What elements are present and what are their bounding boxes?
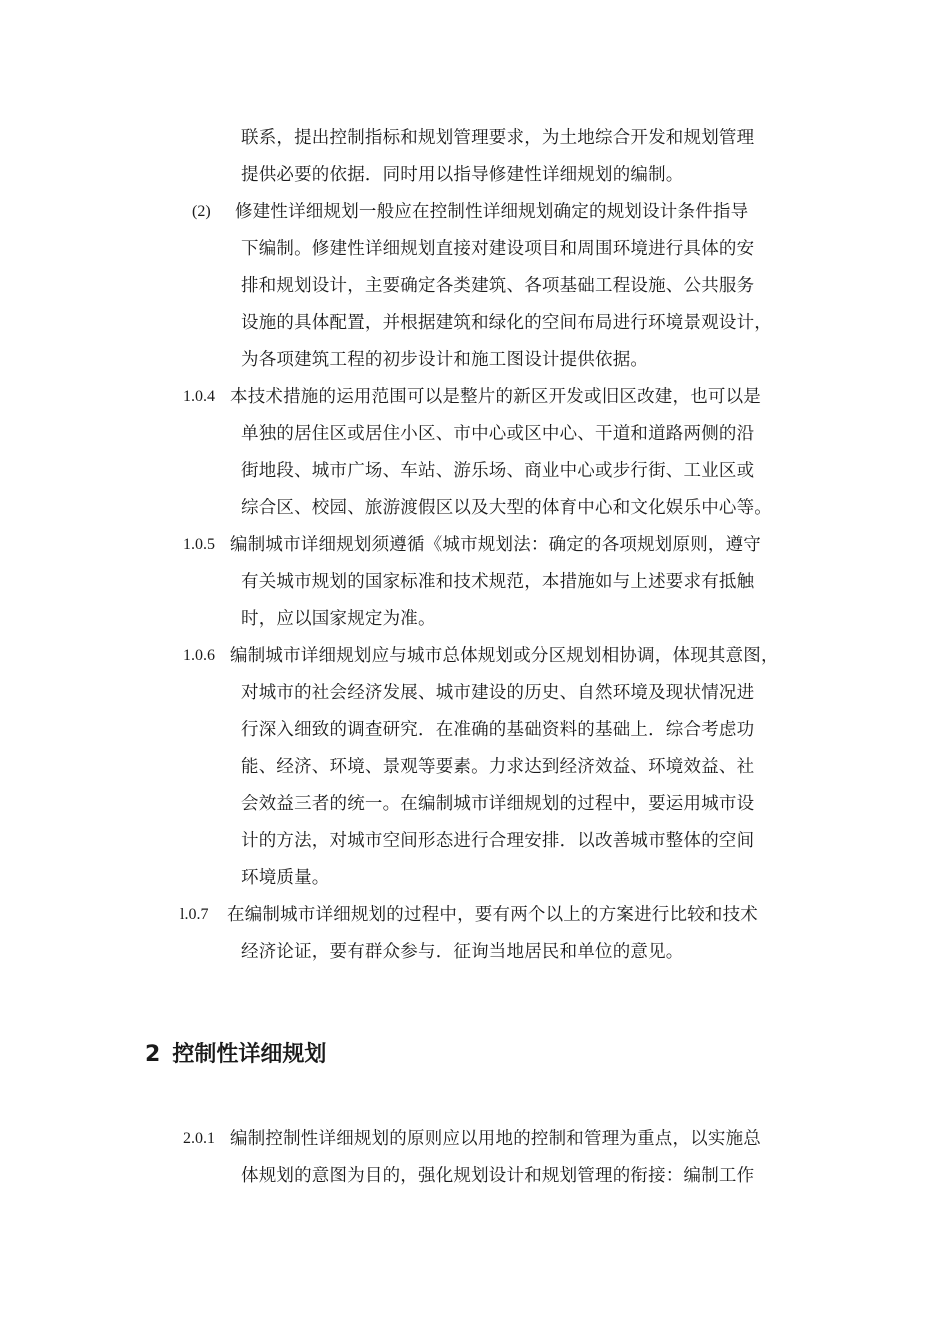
clause-1-0-5-line-3: 时，应以国家规定为准。	[241, 609, 436, 629]
clause-1-0-5-line-2: 有关城市规划的国家标准和技术规范，本措施如与上述要求有抵触	[241, 572, 755, 592]
clause-2-0-1-line-1: 编制控制性详细规划的原则应以用地的控制和管理为重点，以实施总	[230, 1129, 761, 1149]
continuation-line-2: 提供必要的依据．同时用以指导修建性详细规划的编制。	[241, 165, 684, 185]
item-2-number: (2)	[192, 203, 211, 220]
item-2-line-3: 排和规划设计，主要确定各类建筑、各项基础工程设施、公共服务	[241, 276, 755, 296]
item-2-line-2: 下编制。修建性详细规划直接对建设项目和周围环境进行具体的安	[241, 239, 755, 259]
section-number: 2	[145, 1042, 161, 1067]
clause-1-0-7-line-2: 经济论证，要有群众参与．征询当地居民和单位的意见。	[241, 942, 684, 962]
continuation-line-1: 联系，提出控制指标和规划管理要求，为土地综合开发和规划管理	[241, 128, 755, 148]
clause-1-0-6-line-4: 能、经济、环境、景观等要素。力求达到经济效益、环境效益、社	[241, 757, 755, 777]
section-title: 控制性详细规划	[172, 1042, 327, 1067]
clause-1-0-6-line-1: 编制城市详细规划应与城市总体规划或分区规划相协调，体现其意图，	[230, 646, 779, 666]
item-2-line-4: 设施的具体配置，并根据建筑和绿化的空间布局进行环境景观设计，	[241, 313, 772, 333]
clause-1-0-4-line-3: 街地段、城市广场、车站、游乐场、商业中心或步行街、工业区或	[241, 461, 755, 481]
clause-1-0-5-number: 1.0.5	[183, 536, 215, 553]
clause-1-0-6-line-5: 会效益三者的统一。在编制城市详细规划的过程中，要运用城市设	[241, 794, 755, 814]
clause-1-0-4-line-2: 单独的居住区或居住小区、市中心或区中心、干道和道路两侧的沿	[241, 424, 755, 444]
clause-1-0-4-number: 1.0.4	[183, 388, 215, 405]
clause-1-0-6-line-6: 计的方法，对城市空间形态进行合理安排．以改善城市整体的空间	[241, 831, 755, 851]
clause-1-0-4-line-4: 综合区、校园、旅游渡假区以及大型的体育中心和文化娱乐中心等。	[241, 498, 772, 518]
clause-1-0-6-line-7: 环境质量。	[241, 868, 330, 888]
item-2-line-5: 为各项建筑工程的初步设计和施工图设计提供依据。	[241, 350, 649, 370]
clause-1-0-7-line-1: 在编制城市详细规划的过程中，要有两个以上的方案进行比较和技术	[227, 905, 758, 925]
clause-1-0-6-number: 1.0.6	[183, 647, 215, 664]
clause-1-0-7-number: l.0.7	[180, 906, 209, 923]
item-2-line-1: 修建性详细规划一般应在控制性详细规划确定的规划设计条件指导	[235, 202, 749, 222]
section-heading	[145, 1040, 326, 1070]
clause-2-0-1-line-2: 体规划的意图为目的，强化规划设计和规划管理的衔接：编制工作	[241, 1166, 755, 1186]
clause-1-0-4-line-1: 本技术措施的运用范围可以是整片的新区开发或旧区改建，也可以是	[230, 387, 761, 407]
clause-2-0-1-number: 2.0.1	[183, 1130, 215, 1147]
clause-1-0-5-line-1: 编制城市详细规划须遵循《城市规划法：确定的各项规划原则，遵守	[230, 535, 761, 555]
clause-1-0-6-line-3: 行深入细致的调查研究．在准确的基础资料的基础上．综合考虑功	[241, 720, 755, 740]
clause-1-0-6-line-2: 对城市的社会经济发展、城市建设的历史、自然环境及现状情况进	[241, 683, 755, 703]
